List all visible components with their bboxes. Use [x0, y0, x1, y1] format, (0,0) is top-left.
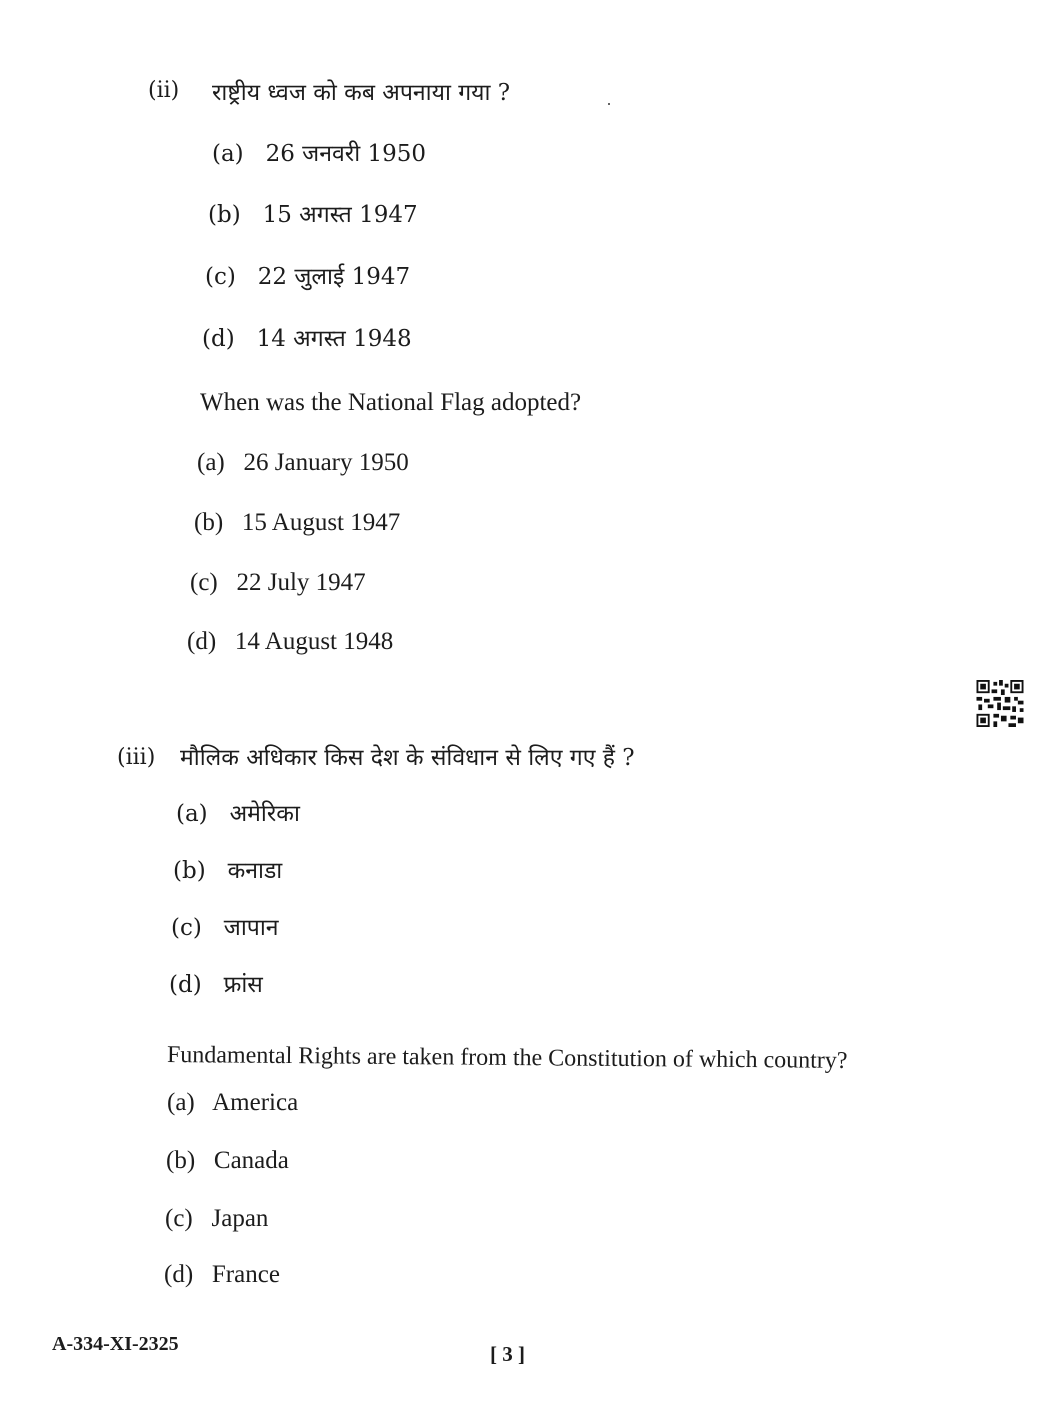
option-label: (d) — [202, 326, 235, 352]
option-row — [187, 629, 393, 654]
option-row — [164, 1262, 280, 1287]
page-number: [ 3 ] — [490, 1342, 525, 1366]
option-row — [197, 450, 409, 475]
option-row — [171, 917, 279, 940]
option-text: जापान — [223, 915, 279, 941]
option-row — [194, 510, 400, 535]
option-text: 26 January 1950 — [243, 449, 409, 476]
option-row — [208, 204, 418, 227]
option-label: (b) — [173, 858, 206, 884]
option-row — [169, 974, 263, 997]
option-label: (b) — [208, 202, 241, 228]
option-text: America — [212, 1089, 299, 1116]
question-text-hindi: मौलिक अधिकार किस देश के संविधान से लिए गए हैं ? — [180, 745, 635, 771]
option-text: 26 जनवरी 1950 — [265, 141, 427, 167]
option-label: (b) — [194, 509, 224, 536]
option-label: (a) — [167, 1089, 195, 1116]
option-row — [173, 860, 282, 883]
option-row — [190, 570, 366, 595]
option-text: 22 जुलाई 1947 — [257, 264, 411, 290]
qr-code-icon — [975, 680, 1025, 727]
option-text: 14 अगस्त 1948 — [256, 326, 412, 352]
option-row — [166, 1148, 289, 1173]
paper-code: A-334-XI-2325 — [52, 1333, 179, 1355]
option-row — [167, 1090, 298, 1115]
option-row — [205, 266, 410, 289]
scan-speck — [608, 103, 610, 105]
option-label: (a) — [176, 801, 208, 827]
option-label: (b) — [166, 1147, 196, 1174]
option-label: (c) — [165, 1205, 193, 1232]
option-row — [165, 1206, 268, 1231]
option-label: (c) — [171, 915, 202, 941]
question-text-english: Fundamental Rights are taken from the Constitution of which country? — [166, 1042, 848, 1074]
option-text: फ्रांस — [223, 972, 263, 998]
question-number: (ii) — [148, 78, 180, 103]
option-text: कनाडा — [227, 858, 283, 884]
option-label: (d) — [164, 1261, 194, 1288]
question-text-hindi: राष्ट्रीय ध्वज को कब अपनाया गया ? — [212, 80, 511, 106]
option-label: (a) — [212, 141, 244, 167]
option-label: (d) — [187, 628, 217, 655]
option-text: 15 अगस्त 1947 — [262, 202, 418, 228]
option-label: (c) — [190, 569, 218, 596]
option-text: Japan — [211, 1205, 269, 1232]
option-text: Canada — [213, 1147, 289, 1174]
option-row — [212, 143, 426, 166]
question-number: (iii) — [117, 745, 156, 770]
option-text: 15 August 1947 — [241, 509, 401, 536]
option-row — [176, 803, 300, 826]
option-text: France — [211, 1261, 280, 1288]
option-text: 14 August 1948 — [234, 628, 394, 655]
option-label: (a) — [197, 449, 225, 476]
option-label: (c) — [205, 264, 236, 290]
option-text: 22 July 1947 — [236, 569, 366, 596]
question-text-english: When was the National Flag adopted? — [200, 389, 582, 416]
option-row — [202, 328, 412, 351]
option-text: अमेरिका — [229, 801, 300, 827]
option-label: (d) — [169, 972, 202, 998]
